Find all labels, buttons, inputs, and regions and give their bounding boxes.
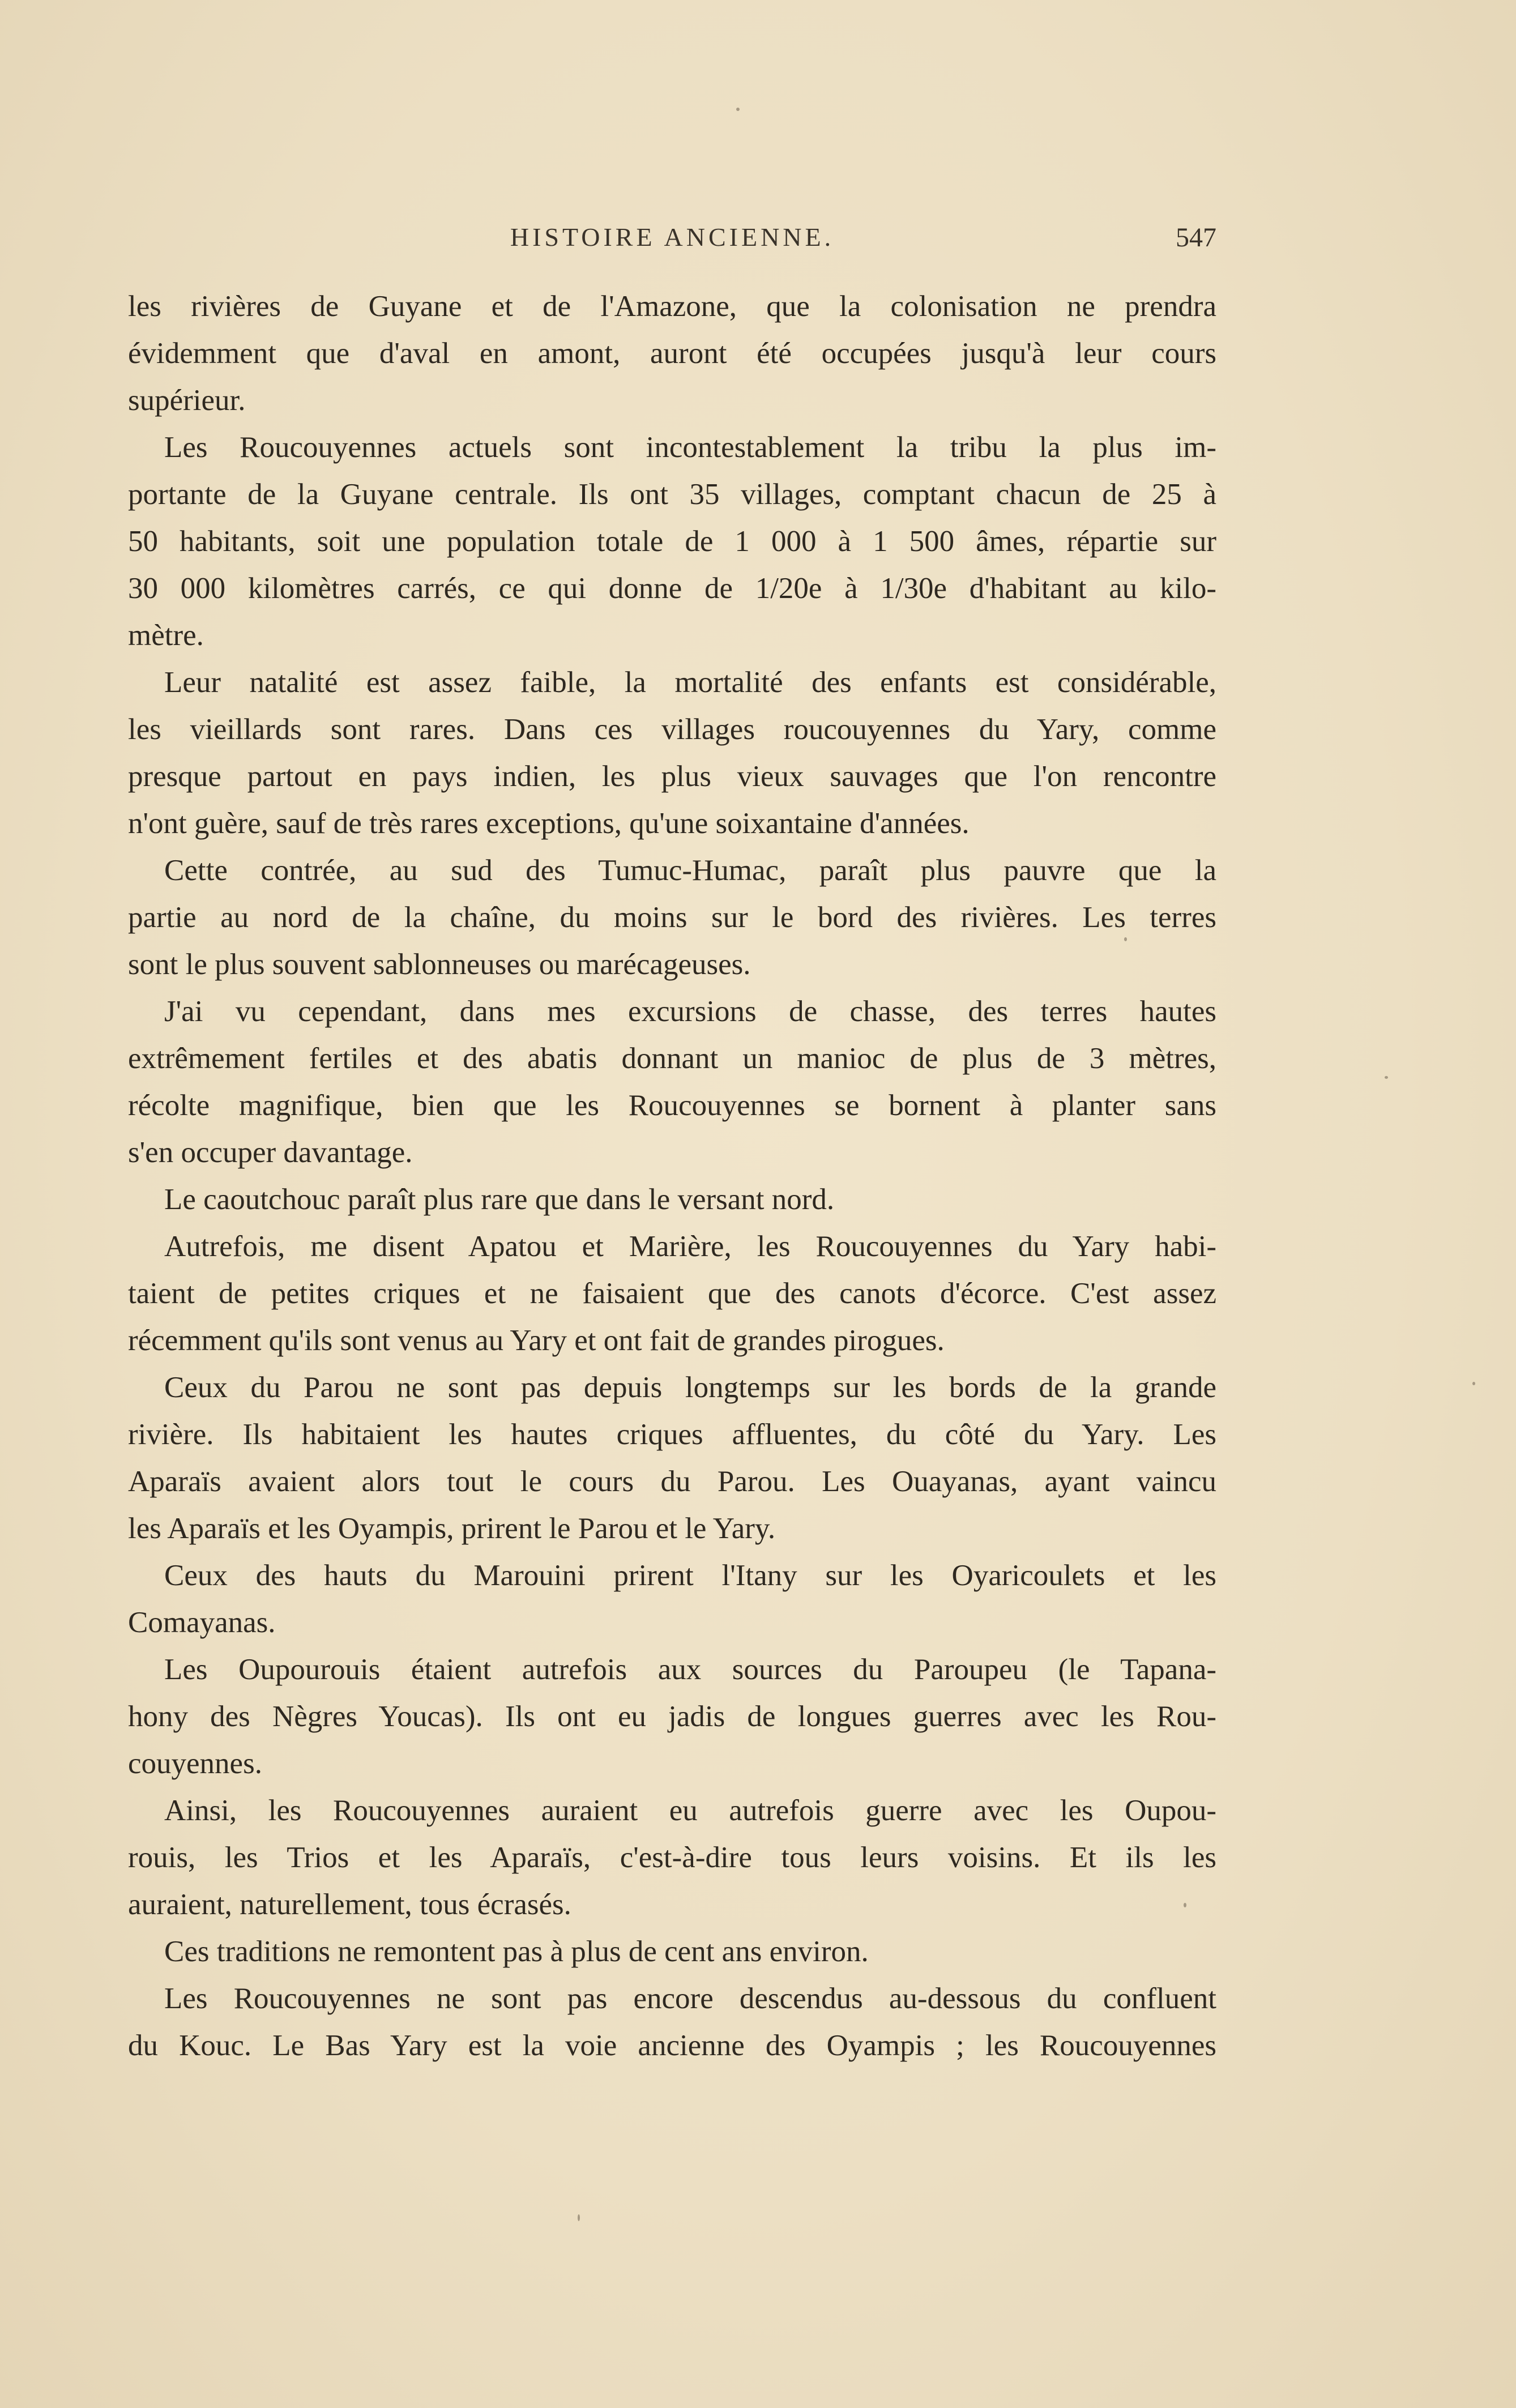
text-line: Ceux du Parou ne sont pas depuis longtemps sur les bords de la grande [164,1371,1216,1404]
scan-speck [1472,1382,1475,1385]
text-line: n'ont guère, sauf de très rares exceptions, qu'une soixantaine d'années. [128,807,970,840]
page-header [128,222,1216,262]
running-title: HISTOIRE ANCIENNE. [510,223,835,251]
text-line: Ceux des hauts du Marouini prirent l'Itany sur les Oyaricoulets et les [164,1559,1216,1592]
text-line: rivière. Ils habitaient les hautes criques affluentes, du côté du Yary. Les [128,1418,1216,1451]
text-line: Leur natalité est assez faible, la mortalité des enfants est considérable, [164,666,1216,699]
text-line: Les Roucouyennes ne sont pas encore descendus au-dessous du confluent [164,1982,1216,2015]
text-line: récolte magnifique, bien que les Roucouyennes se bornent à planter sans [128,1089,1216,1122]
text-line: mètre. [128,619,204,652]
text-line: supérieur. [128,384,246,417]
text-line: évidemment que d'aval en amont, auront été occupées jusqu'à leur cours [128,337,1216,370]
text-line: couyennes. [128,1747,262,1780]
text-line: Ces traditions ne remontent pas à plus de cent ans environ. [164,1935,869,1968]
text-line: partie au nord de la chaîne, du moins sur le bord des rivières. Les terres [128,901,1216,934]
scan-speck [736,108,740,111]
text-line: rouis, les Trios et les Aparaïs, c'est-à-dire tous leurs voisins. Et ils les [128,1841,1216,1874]
scan-speck [1124,937,1127,941]
text-line: du Kouc. Le Bas Yary est la voie ancienne des Oyampis ; les Roucouyennes [128,2029,1216,2062]
text-line: s'en occuper davantage. [128,1136,413,1169]
text-line: les Aparaïs et les Oyampis, prirent le Parou et le Yary. [128,1512,776,1545]
scan-speck [1385,1076,1388,1079]
text-line: les rivières de Guyane et de l'Amazone, que la colonisation ne prendra [128,290,1216,323]
text-line: J'ai vu cependant, dans mes excursions de chasse, des terres hautes [164,995,1216,1028]
text-line: les vieillards sont rares. Dans ces villages roucouyennes du Yary, comme [128,713,1216,746]
text-line: 50 habitants, soit une population totale de 1 000 à 1 500 âmes, répartie sur [128,525,1216,558]
text-line: Ainsi, les Roucouyennes auraient eu autrefois guerre avec les Oupou- [164,1794,1216,1827]
text-line: Le caoutchouc paraît plus rare que dans le versant nord. [164,1183,835,1216]
text-line: 30 000 kilomètres carrés, ce qui donne de 1/20e à 1/30e d'habitant au kilo- [128,572,1216,605]
text-line: auraient, naturellement, tous écrasés. [128,1888,571,1921]
text-line: extrêmement fertiles et des abatis donnant un manioc de plus de 3 mètres, [128,1042,1216,1075]
scan-speck [1184,1903,1186,1907]
text-line: Comayanas. [128,1606,276,1639]
text-line: taient de petites criques et ne faisaient que des canots d'écorce. C'est assez [128,1277,1216,1310]
text-line: portante de la Guyane centrale. Ils ont 35 villages, comptant chacun de 25 à [128,478,1216,511]
text-line: Les Oupourouis étaient autrefois aux sources du Paroupeu (le Tapana- [164,1653,1216,1686]
text-line: récemment qu'ils sont venus au Yary et ont fait de grandes pirogues. [128,1324,945,1357]
text-line: Aparaïs avaient alors tout le cours du Parou. Les Ouayanas, ayant vaincu [128,1465,1216,1498]
text-line: presque partout en pays indien, les plus vieux sauvages que l'on rencontre [128,760,1216,793]
text-line: Cette contrée, au sud des Tumuc-Humac, paraît plus pauvre que la [164,854,1216,887]
text-line: hony des Nègres Youcas). Ils ont eu jadis de longues guerres avec les Rou- [128,1700,1216,1733]
page-number: 547 [1176,223,1216,253]
text-line: Les Roucouyennes actuels sont incontestablement la tribu la plus im- [164,431,1216,464]
body-text [128,283,1216,2069]
text-line: sont le plus souvent sablonneuses ou marécageuses. [128,948,751,981]
scan-speck [578,2214,580,2221]
text-line: Autrefois, me disent Apatou et Marière, les Roucouyennes du Yary habi- [164,1230,1216,1263]
